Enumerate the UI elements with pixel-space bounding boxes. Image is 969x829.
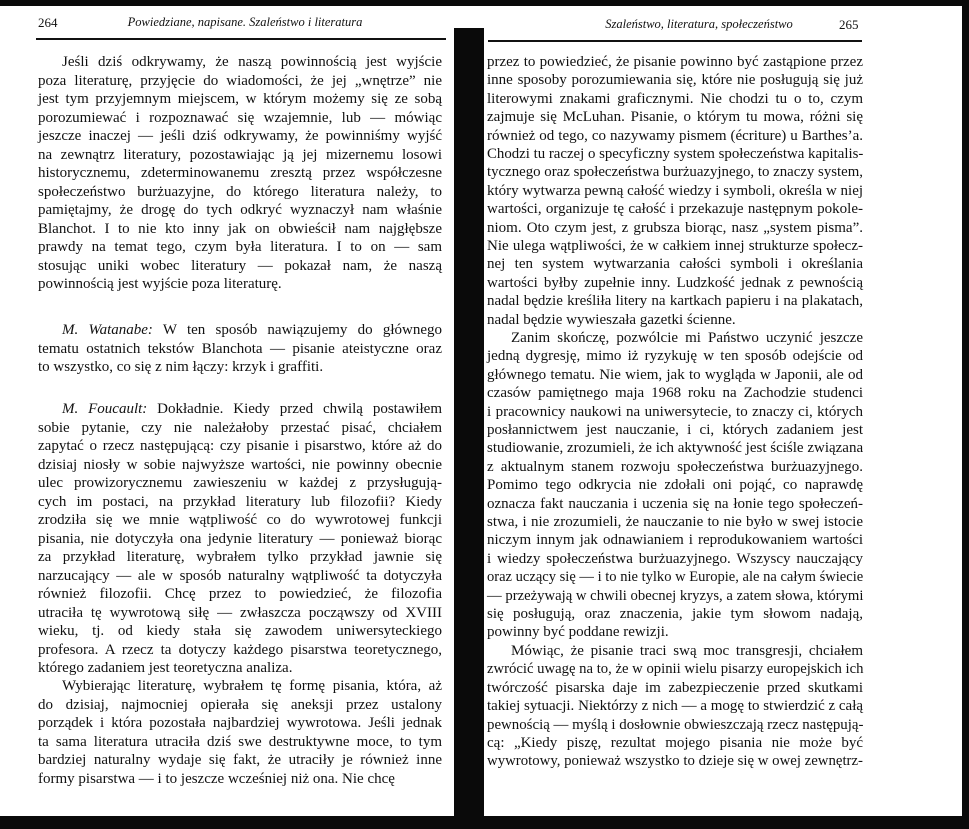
line-text: pamiętajmy, że drogę do tych odkryć wyznaczył nam właśnie	[38, 202, 442, 218]
line-text: — przeżywają w chwili obecnej kryzys, a zatem słowa, którymi	[487, 587, 864, 604]
text-line	[38, 201, 442, 219]
text-line	[487, 347, 863, 365]
line-text: zwrócić uwagę na to, że w opinii wielu pisarzy europejskich ich	[487, 661, 864, 678]
text-line	[38, 146, 442, 164]
text-line	[487, 513, 863, 531]
right-page	[484, 0, 962, 829]
text-line	[38, 567, 442, 585]
line-text: twórczość pisarska daje im zabezpieczenie przed skutkami	[487, 679, 863, 696]
text-line	[487, 366, 863, 384]
line-text: nej ten system wytwarzania całości symboli i określania	[487, 256, 863, 273]
line-text: historycznemu, zdeterminowanemu zresztą przez współczesne	[38, 165, 442, 181]
text-line	[38, 770, 442, 788]
line-text: Pomimo tego odkrycia nie zdołali oni pojąć, co naprawdę	[487, 477, 863, 494]
line-text: Zanim skończę, pozwólcie mi Państwo uczynić jeszcze	[511, 330, 863, 346]
text-line	[487, 237, 863, 255]
text-line	[487, 734, 863, 752]
line-text: przez to powiedzieć, że pisanie powinno być zastąpione przez	[487, 54, 863, 70]
text-line	[487, 697, 863, 715]
text-line	[487, 71, 863, 89]
text-line	[487, 200, 863, 218]
text-line	[487, 311, 863, 329]
line-text: oznacza fakt nauczania i uczenia się na łonie tego społeczeń-	[487, 495, 863, 512]
scan-right-edge	[962, 0, 969, 829]
text-line	[38, 127, 442, 145]
text-line	[38, 109, 442, 127]
line-text: literowymi znakami graficznymi. Nie chodzi tu o to, czym	[487, 90, 863, 107]
line-text: posłannictwem jest nauczanie, i ci, których zadaniem jest	[487, 422, 863, 438]
line-text: Dokładnie. Kiedy przed chwilą postawiłem	[147, 401, 442, 417]
text-line	[487, 458, 863, 476]
line-text: jest tym przyjemnym miejscem, w którym możemy się ze sobą	[38, 91, 442, 107]
line-text: tycznego oraz społeczeństwa burżuazyjnego, to znaczy system,	[487, 164, 863, 181]
line-text: nadal będzie kreśliła litery na kartkach papieru i na plakatach,	[487, 293, 863, 310]
text-line	[487, 90, 863, 108]
text-line	[487, 439, 863, 457]
line-text: i wiedzy społeczeństwa burżuazyjnego. Wszyscy nauczający	[487, 550, 863, 567]
text-line	[487, 752, 863, 770]
text-line	[38, 493, 442, 511]
line-text: który wytwarza pewną całość wiedzy i symboli, określa w niej	[487, 182, 863, 199]
text-line	[487, 716, 863, 734]
text-line	[38, 456, 442, 474]
line-text: Wybierając literaturę, wybrałem tę formę pisania, która, aż	[62, 678, 442, 694]
line-text: formy pisarstwa — i to jeszcze wcześniej niż ona. Nie chcę	[38, 770, 395, 787]
line-text: zrodziła się we mnie wątpliwość co do wywrotowej funkcji	[38, 512, 442, 528]
line-text: na zewnątrz literatury, pozostawiając ją jej mizernemu losowi	[38, 146, 442, 163]
line-text: czasów pamiętnego maja 1968 roku na Zachodzie studenci	[487, 385, 863, 402]
text-line	[487, 587, 863, 605]
text-line	[38, 183, 442, 201]
text-line	[38, 585, 442, 603]
text-line	[487, 292, 863, 310]
text-line	[487, 623, 863, 641]
text-line	[38, 530, 442, 548]
text-line	[487, 182, 863, 200]
line-text: ta sama literatura utraciła dziś swe destruktywne moce, to tym	[38, 733, 442, 750]
left-page	[0, 0, 455, 829]
line-text: to wszystko, co się z nim łączy: krzyk i graffiti.	[38, 359, 324, 375]
line-text: cą: „Kiedy piszę, rezultat mojego pisania nie może być	[487, 735, 863, 751]
text-line	[62, 677, 442, 695]
line-text: wartości byłby zupełnie inny. Ludzkość jednak z pewnością	[487, 274, 863, 291]
line-text: niczym innym jak odnawianiem i reprodukowaniem wartości	[487, 532, 863, 549]
line-text: inne sposoby porozumiewania się, które nie posługują się już	[487, 72, 863, 89]
text-line	[487, 605, 863, 623]
text-line	[38, 220, 442, 238]
line-text: oraz uczący się — i to nie tylko w Europie, ale na całym świecie	[487, 569, 864, 586]
line-text: się posługują, oraz znaczenia, jakie tym słowom nadają,	[487, 606, 863, 622]
text-line	[38, 622, 442, 640]
speaker-name: M. Watanabe:	[62, 322, 153, 338]
line-text: studiowanie, zrozumieli, że ich aktywność jest ściśle związana	[487, 440, 864, 457]
line-text: społeczeństwo burżuazyjne, do którego literatura należy, to	[38, 183, 442, 200]
text-line	[487, 550, 863, 568]
running-title: Szaleństwo, literatura, społeczeństwo	[605, 17, 793, 31]
text-line	[487, 384, 863, 402]
line-text: którego zadaniem jest teoretyczna analiza.	[38, 660, 293, 676]
text-line	[38, 340, 442, 358]
line-text: cych im postaci, na przykład literatury lub filozofii? Kiedy	[38, 493, 442, 510]
text-line	[38, 548, 442, 566]
text-line	[487, 421, 863, 439]
text-line	[511, 329, 863, 347]
text-line	[487, 53, 863, 71]
page-number: 265	[839, 17, 859, 32]
line-text: za przykład literaturę, wybrałem tylko przykład jawnie się	[38, 549, 442, 565]
line-text: poza literaturę, przyjęcie do wiadomości, że jej „wnętrze” nie	[38, 72, 442, 89]
text-line	[38, 72, 442, 90]
text-line	[511, 642, 863, 660]
line-text: pisania, nie dotyczyła ona jedynie literatury — ponieważ biorąc	[38, 530, 442, 547]
text-line	[487, 679, 863, 697]
text-line	[38, 659, 442, 677]
text-line	[487, 660, 863, 678]
line-text: prawdy na temat tego, czym była literatura. I to on — sam	[38, 239, 442, 255]
text-line	[38, 257, 442, 275]
text-line	[38, 90, 442, 108]
page-number: 264	[38, 15, 58, 30]
line-text: porozumiewać i rozpoznawać się wzajemnie, lub — mówiąc	[38, 109, 442, 126]
text-line	[487, 274, 863, 292]
text-line	[62, 53, 442, 71]
line-text: wywrotowy, ponieważ wszystko to dzieje się w owej zewnętrz-	[487, 753, 863, 770]
line-text: do dzisiaj, najmocniej opierała się aneksji przez ustalony	[38, 696, 442, 713]
line-text: Chodzi tu raczej o specyficzny system społeczeństwa kapitalis-	[487, 146, 864, 162]
line-text: ulec prowizorycznemu zawieszeniu w każdej z przysługują-	[38, 475, 442, 491]
line-text: i pracownicy naukowi na uniwersytecie, to znaczy ci, których	[487, 403, 863, 420]
text-line	[38, 714, 442, 732]
line-text: jeszcze inaczej — jeśli dziś odkrywamy, że powinniśmy wyjść	[38, 128, 442, 144]
line-text: sobie pytanie, czy nie należałoby przestać pisać, chciałem	[38, 419, 442, 436]
line-text: stosując uniki wobec literatury — pokazał nam, że naszą	[38, 257, 442, 274]
running-title: Powiedziane, napisane. Szaleństwo i literatura	[127, 15, 363, 29]
line-text: wartości, organizuje tę całość i przekazuje następnym pokole-	[487, 201, 863, 218]
line-text: jedną dygresję, mimo iż ryzykuję w ten sposób odejście od	[487, 348, 863, 365]
speaker-name: M. Foucault:	[62, 401, 148, 417]
text-line	[487, 531, 863, 549]
line-text: tematu ostatnich tekstów Blanchota — pisanie ateistyczne oraz	[38, 340, 442, 357]
line-text: również od tego, co nazywamy pismem (écriture) u Barthes’a.	[487, 127, 863, 144]
text-line	[38, 275, 442, 293]
text-line	[38, 474, 442, 492]
text-line	[487, 495, 863, 513]
text-line	[487, 403, 863, 421]
text-line	[38, 733, 442, 751]
line-text: zajmuje się McLuhan. Pisanie, o którym tu mowa, różni się	[487, 109, 863, 126]
header-rule	[488, 40, 862, 42]
line-text: takiej sytuacji. Niektórzy z nich — a mogę to stwierdzić z całą	[487, 698, 863, 715]
line-text: pewnością — myślą i dosłownie obwieszczają rzecz następują-	[487, 716, 864, 733]
line-text: bardziej naturalny wydaje się fakt, że utraciły je również inne	[38, 752, 442, 768]
line-text: narzucający — ale w sposób naturalny wątpliwość ta dotyczyła	[38, 567, 442, 584]
line-text: Blanchot. I to nie kto inny jak on obwieścił nam najgłębsze	[38, 220, 442, 237]
text-line	[38, 511, 442, 529]
text-line	[38, 751, 442, 769]
line-text: profesora. A rzecz ta dotyczy każdego pisarstwa teoretycznego,	[38, 641, 442, 658]
text-line	[38, 641, 442, 659]
text-line	[38, 419, 442, 437]
line-text: Nie ulega wątpliwości, że w całkiem innej strukturze społecz-	[487, 238, 863, 254]
line-text: utraciła tę wywrotową siłę — zwłaszcza począwszy od XVIII	[38, 604, 442, 621]
line-text: stwa, i nie zrozumieli, że nauczanie to nie było w swej istocie	[487, 514, 863, 530]
text-line	[487, 163, 863, 181]
line-text: niom. Oto czym jest, z grubsza biorąc, nasz „system pisma”.	[487, 219, 863, 236]
line-text: Mówiąc, że pisanie traci swą moc transgresji, chciałem	[511, 643, 863, 659]
line-text: Jeśli dziś odkrywamy, że naszą powinnością jest wyjście	[62, 54, 442, 70]
line-text: głównego tematu. Nie wiem, jak to wygląda w Japonii, ale od	[487, 366, 863, 383]
line-text: powinny być poddane rewizji.	[487, 624, 669, 641]
line-text: powinnością jest wyjście poza literaturę.	[38, 276, 282, 292]
line-text: wieku, tj. od kiedy stała się zawodem uniwersyteckiego	[38, 623, 442, 639]
text-line	[62, 400, 442, 418]
text-line	[487, 255, 863, 273]
text-line	[487, 476, 863, 494]
text-line	[62, 321, 442, 339]
text-line	[487, 568, 863, 586]
line-text: W ten sposób nawiązujemy do głównego	[152, 322, 443, 338]
line-text: nadal będzie wywieszała gazetki ścienne.	[487, 311, 736, 328]
line-text: zapytać o rzecz następującą: czy pisanie i pisarstwo, które aż do	[38, 438, 442, 454]
line-text: porządek i która pozostała najbardziej wywrotowa. Jeśli jednak	[38, 715, 442, 731]
text-line	[38, 358, 442, 376]
header-rule	[36, 38, 446, 40]
book-gutter	[454, 28, 484, 829]
text-line	[487, 108, 863, 126]
line-text: dzisiaj niosły w sobie najwyższe wartości, nie powinny obecnie	[38, 456, 442, 473]
line-text: z aktualnym stanem rozwoju społeczeństwa burżuazyjnego.	[487, 458, 863, 475]
text-line	[38, 238, 442, 256]
text-line	[38, 437, 442, 455]
text-line	[38, 696, 442, 714]
text-line	[487, 145, 863, 163]
line-text: również filozofii. Chcę przez to powiedzieć, że filozofia	[38, 586, 442, 602]
text-line	[487, 219, 863, 237]
text-line	[38, 164, 442, 182]
text-line	[487, 127, 863, 145]
text-line	[38, 604, 442, 622]
